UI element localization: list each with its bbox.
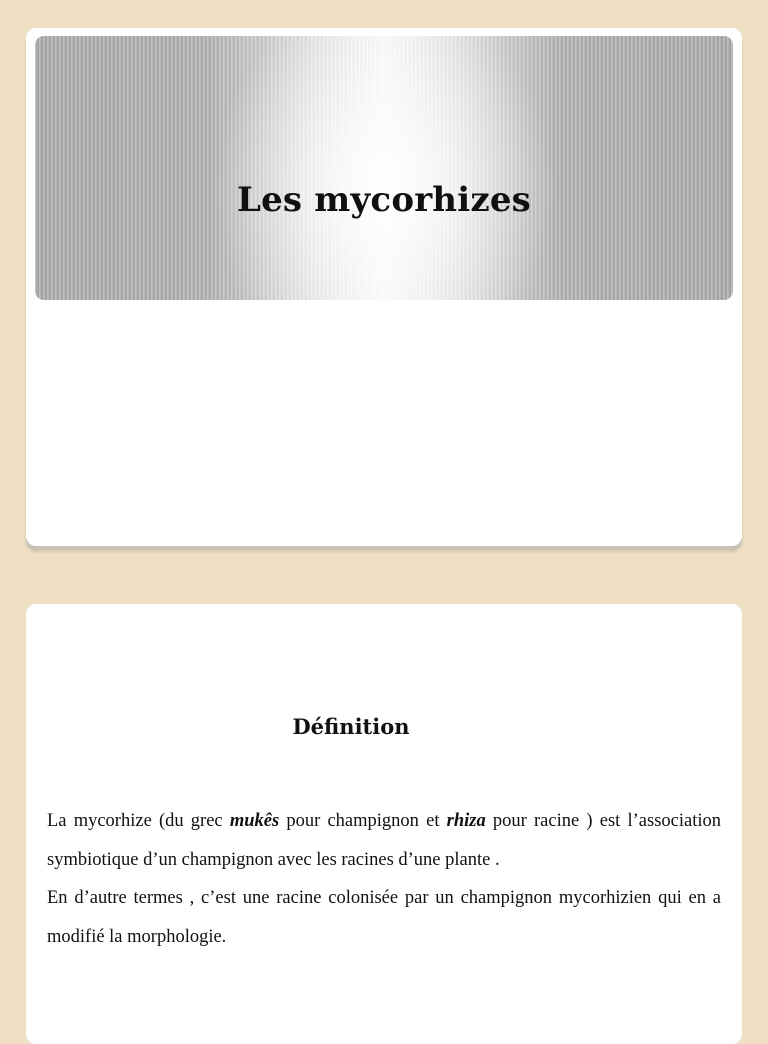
definition-body [47, 802, 721, 956]
paragraph-text: pour racine ) est l’association symbiotique d’un champignon avec les racines d’une plante . [47, 811, 721, 870]
definition-paragraph-2: En d’autre termes , c’est une racine colonisée par un champignon mycorhizien qui en a modifié la morphologie. [47, 888, 721, 947]
slide-title: Les mycorhizes [236, 180, 532, 220]
latin-term: rhiza [446, 811, 486, 831]
title-slide [26, 28, 742, 546]
paragraph-text: pour champignon et [279, 811, 447, 831]
definition-heading: Définition [292, 714, 410, 739]
definition-slide [26, 604, 742, 1044]
greek-term: mukês [229, 811, 280, 831]
paragraph-text: La mycorhize (du grec [47, 811, 230, 831]
definition-paragraph-1 [47, 802, 721, 879]
title-banner [35, 36, 733, 300]
